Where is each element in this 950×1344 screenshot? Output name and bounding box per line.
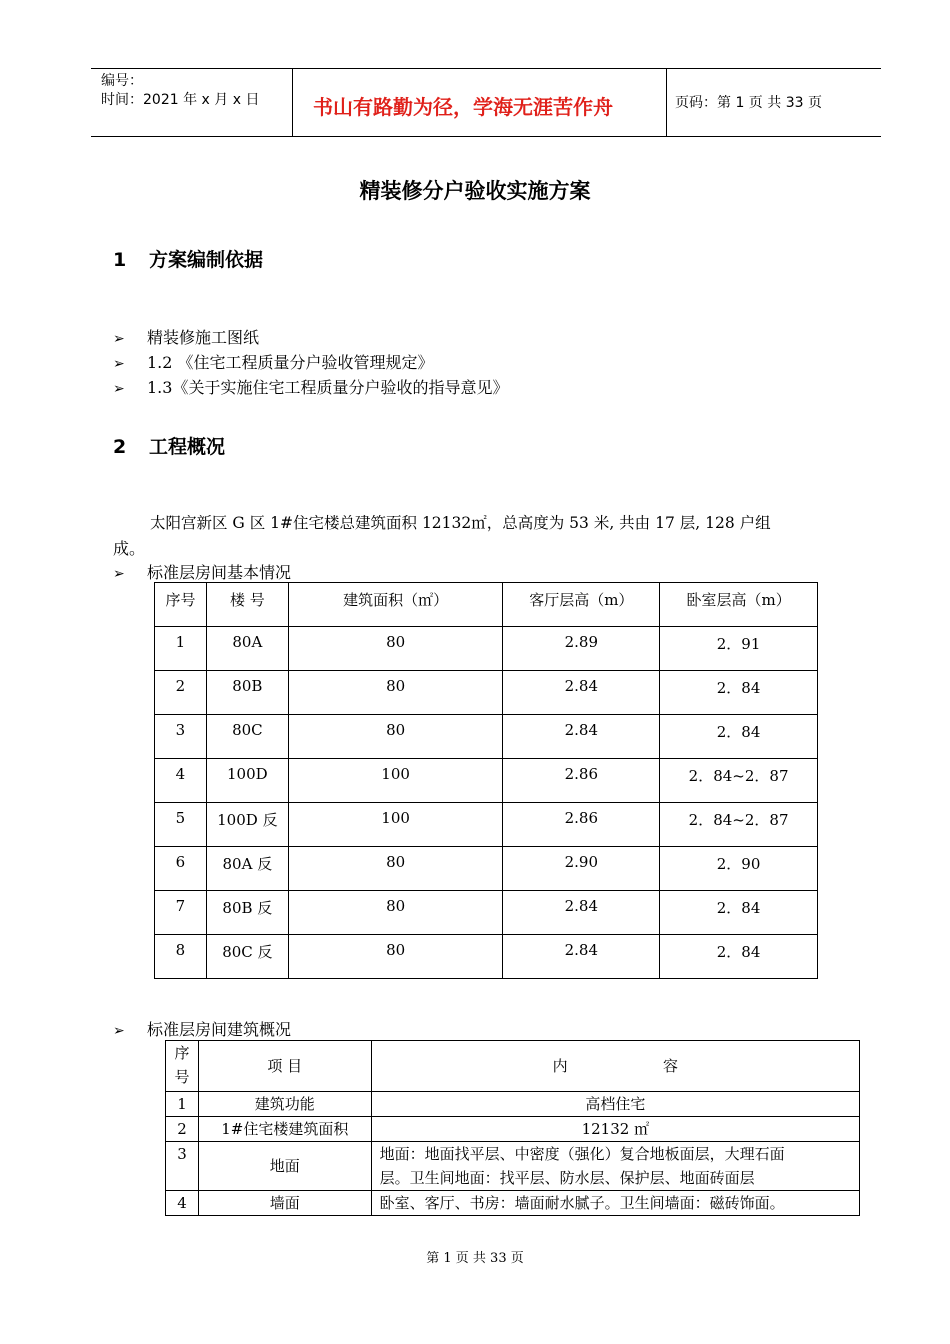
table-cell: 80C 反 bbox=[206, 935, 288, 979]
table-cell: 4 bbox=[166, 1191, 199, 1216]
page-label: 页码：第 1 页 共 33 页 bbox=[675, 95, 822, 111]
page-footer: 第 1 页 共 33 页 bbox=[426, 1251, 524, 1266]
table-cell: 2.84 bbox=[503, 671, 660, 715]
room-building-table bbox=[165, 1040, 860, 1216]
table-cell: 2 bbox=[166, 1117, 199, 1142]
table-cell: 1#住宅楼建筑面积 bbox=[198, 1117, 371, 1142]
table-cell: 地面 bbox=[198, 1142, 371, 1191]
table-cell: 2.89 bbox=[503, 627, 660, 671]
table-header-row bbox=[166, 1041, 860, 1092]
arrow-bullet-icon: ➢ bbox=[113, 1023, 125, 1039]
table-cell: 2.84 bbox=[503, 715, 660, 759]
table-cell: 2．84 bbox=[660, 935, 818, 979]
table-row bbox=[155, 671, 818, 715]
column-header: 卧室层高（m） bbox=[660, 583, 818, 627]
section-heading bbox=[113, 245, 263, 272]
table-row bbox=[166, 1092, 860, 1117]
section-title: 方案编制依据 bbox=[149, 249, 264, 271]
overview-paragraph: 太阳宫新区 G 区 1#住宅楼总建筑面积 12132㎡，总高度为 53 米, 共由 17 层, 128 户组 bbox=[150, 514, 771, 532]
section-title: 工程概况 bbox=[149, 436, 226, 458]
table-row bbox=[155, 627, 818, 671]
table-cell: 3 bbox=[166, 1142, 199, 1191]
list-item bbox=[113, 375, 508, 398]
arrow-bullet-icon: ➢ bbox=[113, 381, 125, 397]
table-row bbox=[166, 1142, 860, 1191]
table-row bbox=[155, 715, 818, 759]
table-cell: 2.86 bbox=[503, 759, 660, 803]
overview-paragraph-cont: 成。 bbox=[113, 539, 146, 558]
column-header: 建筑面积（㎡） bbox=[288, 583, 503, 627]
table-cell: 2．84 bbox=[660, 891, 818, 935]
table-cell: 1 bbox=[155, 627, 207, 671]
page-header bbox=[91, 68, 881, 137]
table-header-row bbox=[155, 583, 818, 627]
section-heading bbox=[113, 432, 225, 459]
list-item-text: 1.2 《住宅工程质量分户验收管理规定》 bbox=[147, 353, 434, 372]
list-item bbox=[113, 350, 434, 373]
table-cell: 7 bbox=[155, 891, 207, 935]
column-header: 项 目 bbox=[198, 1041, 371, 1092]
list-item-text: 精装修施工图纸 bbox=[147, 328, 260, 347]
table-row bbox=[155, 803, 818, 847]
table-row bbox=[166, 1117, 860, 1142]
table-cell: 8 bbox=[155, 935, 207, 979]
list-item-text: 1.3《关于实施住宅工程质量分户验收的指导意见》 bbox=[147, 378, 509, 397]
table-cell: 100D bbox=[206, 759, 288, 803]
table-cell: 3 bbox=[155, 715, 207, 759]
motto: 书山有路勤为径，学海无涯苦作舟 bbox=[313, 95, 613, 119]
table-cell: 2．90 bbox=[660, 847, 818, 891]
table-cell: 2.84 bbox=[503, 935, 660, 979]
arrow-bullet-icon: ➢ bbox=[113, 566, 125, 582]
table-cell: 80A bbox=[206, 627, 288, 671]
table-cell: 12132 ㎡ bbox=[371, 1117, 859, 1142]
table-cell: 墙面 bbox=[198, 1191, 371, 1216]
table-cell: 1 bbox=[166, 1092, 199, 1117]
table-cell: 80 bbox=[288, 671, 503, 715]
table-cell: 80A 反 bbox=[206, 847, 288, 891]
table-cell: 2．91 bbox=[660, 627, 818, 671]
arrow-bullet-icon: ➢ bbox=[113, 356, 125, 372]
table-cell: 100 bbox=[288, 803, 503, 847]
table-cell: 5 bbox=[155, 803, 207, 847]
table-cell: 高档住宅 bbox=[371, 1092, 859, 1117]
table-caption bbox=[113, 560, 291, 583]
column-header: 客厅层高（m） bbox=[503, 583, 660, 627]
header-divider bbox=[292, 69, 293, 136]
table-cell: 2．84~2．87 bbox=[660, 803, 818, 847]
table-cell: 80 bbox=[288, 847, 503, 891]
header-divider bbox=[666, 69, 667, 136]
column-header: 序号 bbox=[155, 583, 207, 627]
table-cell: 80C bbox=[206, 715, 288, 759]
table-cell: 80 bbox=[288, 935, 503, 979]
table-cell: 80 bbox=[288, 627, 503, 671]
column-header: 楼 号 bbox=[206, 583, 288, 627]
table-row bbox=[166, 1191, 860, 1216]
table-cell: 2．84~2．87 bbox=[660, 759, 818, 803]
table-cell: 2 bbox=[155, 671, 207, 715]
table-cell: 2．84 bbox=[660, 671, 818, 715]
table-cell: 2.90 bbox=[503, 847, 660, 891]
header-text: 序 bbox=[174, 1044, 190, 1062]
caption-text: 标准层房间基本情况 bbox=[147, 563, 292, 582]
table-cell: 80 bbox=[288, 715, 503, 759]
table-row bbox=[155, 759, 818, 803]
table-cell: 100D 反 bbox=[206, 803, 288, 847]
table-cell: 80B bbox=[206, 671, 288, 715]
section-number: 1 bbox=[113, 249, 127, 271]
column-header: 内 容 bbox=[371, 1041, 859, 1092]
table-cell: 6 bbox=[155, 847, 207, 891]
table-cell: 2.86 bbox=[503, 803, 660, 847]
table-row bbox=[155, 847, 818, 891]
table-cell: 80 bbox=[288, 891, 503, 935]
table-caption bbox=[113, 1017, 291, 1040]
time-label: 时间：2021 年 x 月 x 日 bbox=[101, 92, 260, 108]
list-item bbox=[113, 325, 259, 348]
table-row bbox=[155, 891, 818, 935]
cell-line: 地面：地面找平层、中密度（强化）复合地板面层，大理石面 bbox=[379, 1145, 785, 1163]
table-cell: 2.84 bbox=[503, 891, 660, 935]
arrow-bullet-icon: ➢ bbox=[113, 331, 125, 347]
header-text: 号 bbox=[174, 1068, 190, 1086]
document-title: 精装修分户验收实施方案 bbox=[359, 179, 591, 203]
table-row bbox=[155, 935, 818, 979]
table-cell: 2．84 bbox=[660, 715, 818, 759]
cell-line: 层。卫生间地面：找平层、防水层、保护层、地面砖面层 bbox=[379, 1169, 755, 1187]
room-basic-table bbox=[154, 582, 818, 979]
table-cell: 100 bbox=[288, 759, 503, 803]
caption-text: 标准层房间建筑概况 bbox=[147, 1020, 292, 1039]
section-number: 2 bbox=[113, 436, 127, 458]
table-cell bbox=[371, 1142, 859, 1191]
table-cell: 卧室、客厅、书房：墙面耐水腻子。卫生间墙面：磁砖饰面。 bbox=[371, 1191, 859, 1216]
number-label: 编号： bbox=[101, 73, 143, 89]
column-header bbox=[166, 1041, 199, 1092]
table-cell: 建筑功能 bbox=[198, 1092, 371, 1117]
table-cell: 80B 反 bbox=[206, 891, 288, 935]
table-cell: 4 bbox=[155, 759, 207, 803]
